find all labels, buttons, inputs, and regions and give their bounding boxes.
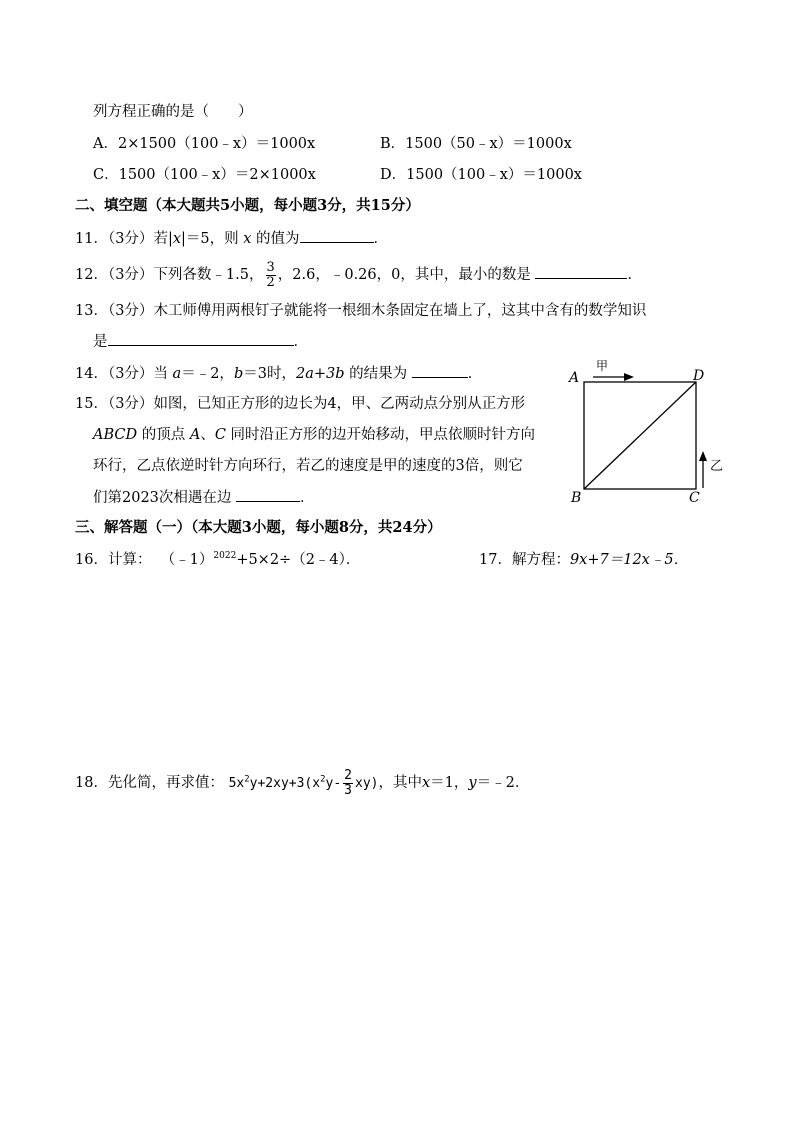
label-c: C <box>689 490 700 506</box>
q18-text-3: ＝﹣2． <box>476 775 530 791</box>
q16-exponent: 2022 <box>213 551 237 562</box>
yi-arrow-head-icon <box>699 451 707 461</box>
question-16 <box>75 550 360 570</box>
q12-fraction <box>266 261 276 290</box>
q12-text-2: ，2.6，﹣0.26，0，其中，最小的数是 <box>277 267 531 283</box>
q15-line-2-f: 同时沿正方形的边开始移动，甲点依顺时针方向 <box>230 427 536 443</box>
q15-line-1-text: 如图，已知正方形的边长为4，甲、乙两动点分别从正方形 <box>153 396 526 412</box>
q13-text-2: 是 <box>93 334 108 350</box>
question-14 <box>75 363 482 384</box>
q15-point-a: A <box>189 427 201 443</box>
label-b: B <box>571 490 582 506</box>
question-15-line-1 <box>75 394 525 414</box>
q15-end: ． <box>300 490 315 506</box>
q14-text-2: ＝﹣2， <box>181 366 234 382</box>
q11-answer-blank[interactable] <box>300 228 374 243</box>
q15-line-2-b: 的顶点 <box>141 427 186 443</box>
q14-a: a <box>172 366 182 382</box>
q17-equation: 9x+7＝12x﹣5． <box>569 552 689 568</box>
q12-number: 12．（3分） <box>75 267 154 283</box>
diagonal-bd <box>584 382 696 489</box>
q15-answer-blank[interactable] <box>236 487 300 502</box>
square-figure <box>560 352 730 510</box>
question-12 <box>75 260 642 290</box>
q14-b: b <box>233 366 244 382</box>
question-13-line-1 <box>75 301 646 321</box>
q10-option-d <box>380 165 582 185</box>
option-c-label: C． <box>93 167 119 183</box>
q10-option-b <box>380 134 572 154</box>
q11-text-3: 的值为 <box>256 231 300 247</box>
q11-text-1: 若 <box>153 231 168 247</box>
q18-fraction <box>343 769 353 798</box>
option-c-text: 1500（100﹣x）＝2×1000x <box>118 167 316 183</box>
q13-number: 13．（3分） <box>75 303 154 319</box>
q10-option-a <box>93 134 315 154</box>
section-2-title: 二、填空题（本大题共5小题，每小题3分，共15分） <box>75 197 420 214</box>
q15-number: 15．（3分） <box>75 396 154 412</box>
q16-rest: +5×2÷（2﹣4）． <box>236 552 361 568</box>
question-13-line-2 <box>93 331 308 352</box>
option-a-label: A． <box>93 136 118 152</box>
q18-sup1: 2 <box>244 774 250 785</box>
question-15-line-3: 环行，乙点依逆时针方向环行，若乙的速度是甲的速度的3倍，则它 <box>93 458 523 474</box>
question-15-line-4 <box>93 487 315 508</box>
q15-point-c: C <box>214 427 226 443</box>
q10-option-c <box>93 165 316 185</box>
q18-expression <box>228 768 379 798</box>
q18-frac-den: 3 <box>344 783 352 798</box>
label-d: D <box>693 368 705 384</box>
section-3-title: 三、解答题（一）（本大题3小题，每小题8分，共24分） <box>75 519 442 536</box>
q11-var: x <box>243 231 252 247</box>
q11-text-2: ＝5，则 <box>185 231 239 247</box>
q17-number: 17．解方程： <box>479 552 570 568</box>
q16-number: 16．计算： <box>75 552 152 568</box>
q18-e1: 5x <box>228 776 245 791</box>
q18-sup2: 2 <box>320 774 326 785</box>
q13-answer-blank[interactable] <box>108 331 294 346</box>
q12-frac-den: 2 <box>266 274 275 290</box>
q14-number: 14．（3分） <box>75 366 154 382</box>
q11-number: 11．（3分） <box>75 231 154 247</box>
q18-e3: y- <box>325 776 342 791</box>
q11-abs: |x| <box>167 231 186 247</box>
q11-end: ． <box>373 231 389 247</box>
jia-arrow-head-icon <box>624 373 634 381</box>
option-b-label: B． <box>380 136 406 152</box>
label-a: A <box>569 370 580 386</box>
q15-line-2-d: 、 <box>200 427 215 443</box>
q14-text-3: ＝3时， <box>243 366 296 382</box>
q14-answer-blank[interactable] <box>412 363 468 378</box>
q18-x: x <box>421 775 431 791</box>
q14-expr: 2a+3b <box>295 366 345 382</box>
question-18 <box>75 766 529 800</box>
q18-text-2: ＝1， <box>430 775 469 791</box>
q14-text-1: 当 <box>153 366 168 382</box>
q12-text-1: 下列各数﹣1.5， <box>153 267 264 283</box>
q13-end: ． <box>293 334 308 350</box>
question-17 <box>479 550 688 570</box>
q15-line-4-text: 们第2023次相遇在边 <box>93 490 232 506</box>
q14-text-4: 的结果为 <box>349 366 408 382</box>
q15-abcd: ABCD <box>93 427 138 443</box>
q16-base: （﹣1） <box>160 552 214 568</box>
label-yi: 乙 <box>710 459 724 474</box>
q18-frac-num: 2 <box>344 768 352 783</box>
q14-end: ． <box>467 366 483 382</box>
q12-answer-blank[interactable] <box>535 264 627 279</box>
q13-text-1: 木工师傅用两根钉子就能将一根细木条固定在墙上了，这其中含有的数学知识 <box>153 303 647 319</box>
q18-e2: y+2xy+3(x <box>249 776 321 791</box>
question-15-line-2 <box>93 425 535 445</box>
q10-stem: 列方程正确的是（ ） <box>93 104 253 120</box>
q18-text-1: ，其中 <box>378 775 422 791</box>
option-a-text: 2×1500（100﹣x）＝1000x <box>117 136 316 152</box>
option-d-label: D． <box>380 167 407 183</box>
q12-frac-num: 3 <box>266 259 275 275</box>
option-b-text: 1500（50﹣x）＝1000x <box>405 136 572 152</box>
label-jia: 甲 <box>596 359 609 373</box>
q18-number: 18．先化简，再求值： <box>75 775 224 791</box>
question-11 <box>75 228 388 249</box>
q18-y: y <box>468 775 477 791</box>
q12-end: ． <box>627 267 642 283</box>
option-d-text: 1500（100﹣x）＝1000x <box>406 167 582 183</box>
q18-e4: xy) <box>355 776 379 791</box>
